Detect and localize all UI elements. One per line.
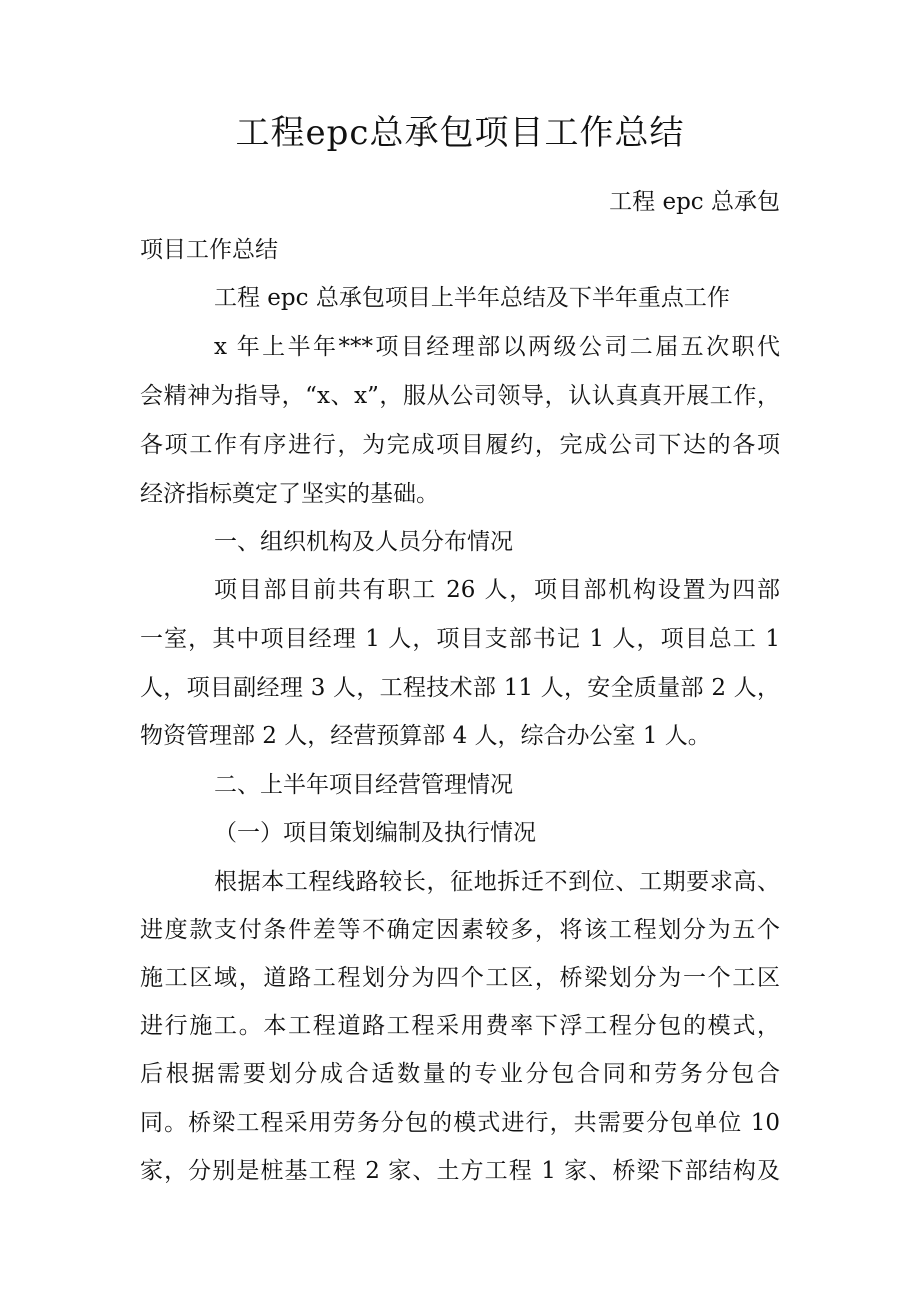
section-heading-2: 二、上半年项目经营管理情况 — [214, 772, 513, 798]
paragraph-line: 人，项目副经理 3 人，工程技术部 11 人，安全质量部 2 人， — [140, 675, 780, 701]
paragraph-line: 进度款支付条件差等不确定因素较多，将该工程划分为五个 — [140, 917, 780, 943]
section-heading-1: 一、组织机构及人员分布情况 — [214, 529, 513, 555]
paragraph-line: 根据本工程线路较长，征地拆迁不到位、工期要求高、 — [214, 869, 780, 895]
paragraph-line: 后根据需要划分成合适数量的专业分包合同和劳务分包合 — [140, 1061, 780, 1087]
paragraph-line: 同。桥梁工程采用劳务分包的模式进行，共需要分包单位 10 — [140, 1110, 780, 1136]
paragraph-line: 家，分别是桩基工程 2 家、土方工程 1 家、桥梁下部结构及 — [140, 1158, 780, 1184]
paragraph-line: x 年上半年***项目经理部以两级公司二届五次职代 — [214, 334, 780, 360]
subtitle-line-continued: 项目工作总结 — [140, 237, 278, 263]
paragraph-line: 进行施工。本工程道路工程采用费率下浮工程分包的模式， — [140, 1013, 780, 1039]
section-heading: 工程 epc 总承包项目上半年总结及下半年重点工作 — [214, 285, 730, 311]
paragraph-line: 各项工作有序进行，为完成项目履约，完成公司下达的各项 — [140, 432, 780, 458]
subtitle-line: 工程 epc 总承包 — [609, 189, 780, 215]
paragraph-line: 经济指标奠定了坚实的基础。 — [140, 481, 439, 507]
paragraph-line: 项目部目前共有职工 26 人，项目部机构设置为四部 — [214, 577, 780, 603]
paragraph-line: 物资管理部 2 人，经营预算部 4 人，综合办公室 1 人。 — [140, 723, 711, 749]
paragraph-line: 一室，其中项目经理 1 人，项目支部书记 1 人，项目总工 1 — [140, 626, 780, 652]
paragraph-line: 施工区域，道路工程划分为四个工区，桥梁划分为一个工区 — [140, 965, 780, 991]
document-title: 工程epc总承包项目工作总结 — [235, 113, 685, 153]
paragraph-line: 会精神为指导，“x、x”，服从公司领导，认认真真开展工作， — [140, 383, 780, 409]
subsection-heading: （一）项目策划编制及执行情况 — [214, 820, 536, 846]
